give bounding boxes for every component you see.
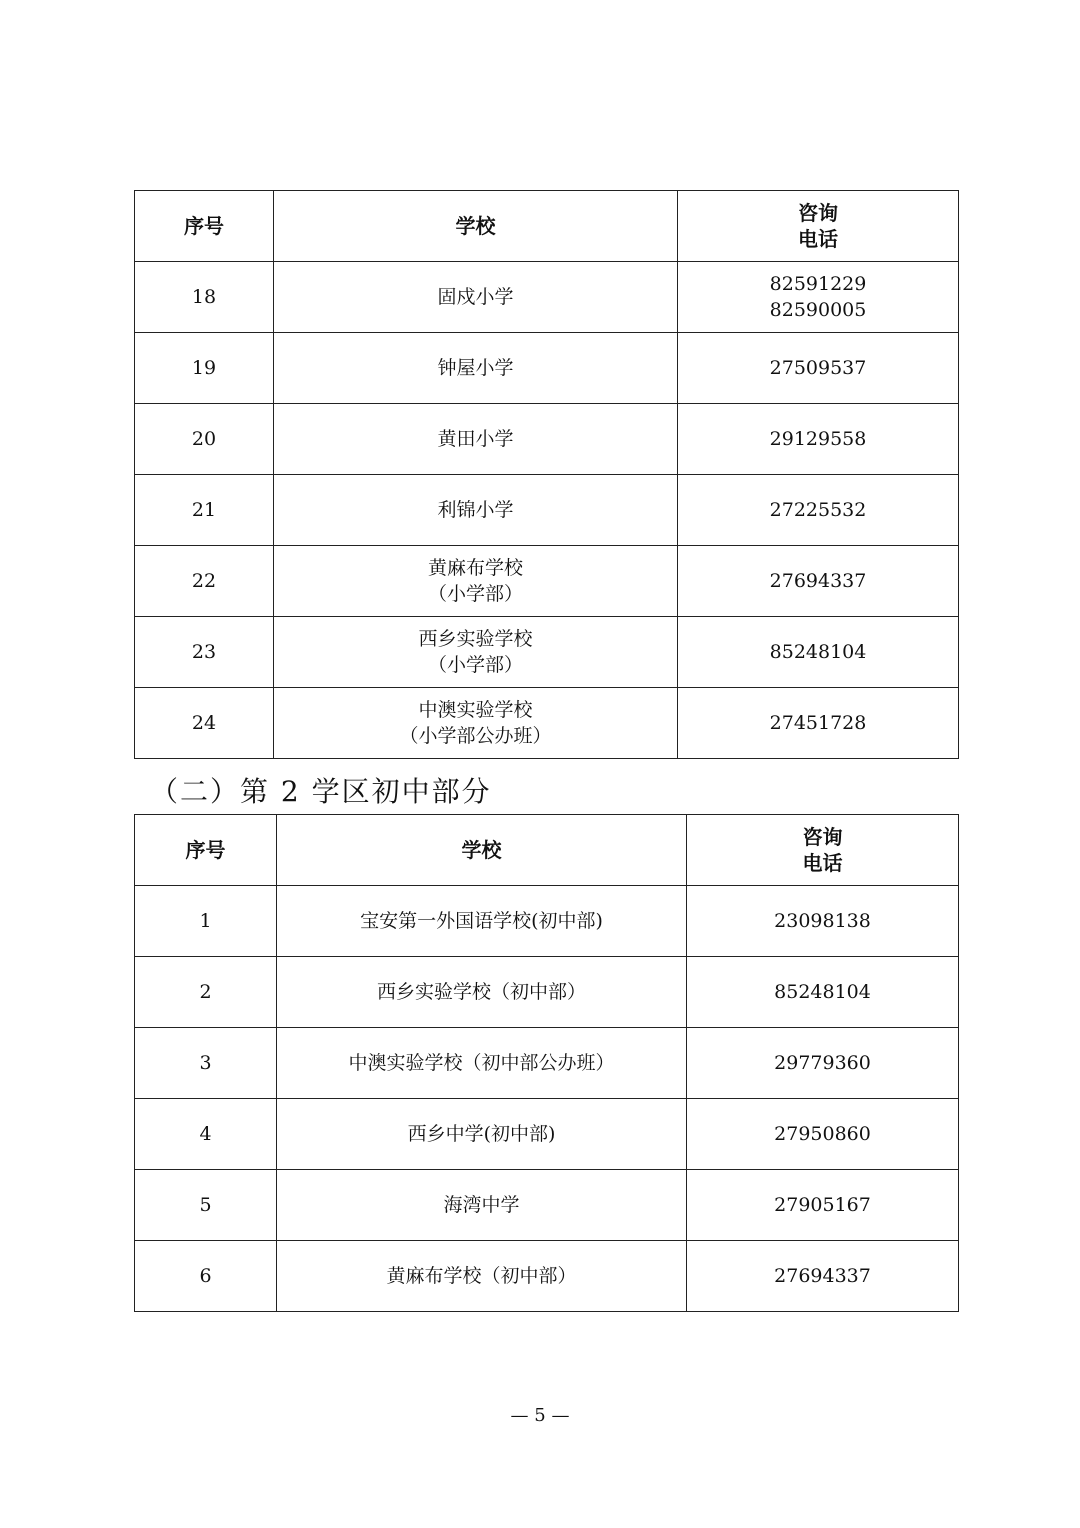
cell-school <box>274 617 678 688</box>
school-name: 黄田小学 <box>437 428 514 450</box>
cell-seq: 21 <box>135 475 274 546</box>
cell-phone: 29779360 <box>687 1028 959 1099</box>
school-name: 固戍小学 <box>437 286 514 308</box>
table-row <box>135 957 959 1028</box>
cell-school <box>274 262 678 333</box>
table-header-row <box>135 191 959 262</box>
table-row <box>135 1099 959 1170</box>
cell-seq: 23 <box>135 617 274 688</box>
header-phone <box>687 815 959 886</box>
table-row <box>135 1241 959 1312</box>
middle-school-table <box>134 814 959 1312</box>
phone-number: 29129558 <box>769 428 867 450</box>
school-name: 利锦小学 <box>437 499 514 521</box>
table-row <box>135 475 959 546</box>
school-name: 中澳实验学校 <box>418 699 533 721</box>
cell-school <box>274 475 678 546</box>
cell-school <box>274 688 678 759</box>
phone-number: 82591229 <box>769 273 867 295</box>
primary-school-table <box>134 190 959 759</box>
school-division: （小学部公办班） <box>399 725 552 747</box>
cell-phone <box>678 688 959 759</box>
cell-seq: 6 <box>135 1241 277 1312</box>
table-row <box>135 333 959 404</box>
cell-seq: 5 <box>135 1170 277 1241</box>
table-row <box>135 404 959 475</box>
cell-school <box>274 546 678 617</box>
cell-phone: 23098138 <box>687 886 959 957</box>
cell-phone <box>678 617 959 688</box>
cell-phone <box>678 546 959 617</box>
cell-seq: 20 <box>135 404 274 475</box>
header-phone-line1: 咨询 <box>798 201 838 225</box>
school-name: 黄麻布学校 <box>427 557 523 579</box>
phone-number: 27451728 <box>769 712 867 734</box>
cell-phone <box>678 262 959 333</box>
table-row <box>135 617 959 688</box>
cell-school: 黄麻布学校（初中部） <box>277 1241 687 1312</box>
header-phone-line2: 电话 <box>798 227 838 251</box>
phone-number-2: 82590005 <box>769 299 867 321</box>
phone-number: 27694337 <box>769 570 867 592</box>
phone-number: 27225532 <box>769 499 867 521</box>
table-row <box>135 1170 959 1241</box>
cell-school: 海湾中学 <box>277 1170 687 1241</box>
cell-school: 中澳实验学校（初中部公办班） <box>277 1028 687 1099</box>
school-division: （小学部） <box>427 583 523 605</box>
header-phone-line1: 咨询 <box>802 825 843 849</box>
header-phone-line2: 电话 <box>802 851 843 875</box>
cell-school: 西乡中学(初中部) <box>277 1099 687 1170</box>
cell-seq: 1 <box>135 886 277 957</box>
page-number: — 5 — <box>510 1405 570 1426</box>
phone-number: 27509537 <box>769 357 867 379</box>
school-division: （小学部） <box>427 654 523 676</box>
header-school: 学校 <box>274 191 678 262</box>
table-row <box>135 886 959 957</box>
table-row <box>135 688 959 759</box>
section-title: （二）第 2 学区初中部分 <box>150 775 492 808</box>
cell-school: 西乡实验学校（初中部） <box>277 957 687 1028</box>
table-row <box>135 1028 959 1099</box>
cell-phone: 85248104 <box>687 957 959 1028</box>
table-row <box>135 546 959 617</box>
header-phone <box>678 191 959 262</box>
cell-seq: 19 <box>135 333 274 404</box>
cell-school: 宝安第一外国语学校(初中部) <box>277 886 687 957</box>
cell-seq: 2 <box>135 957 277 1028</box>
cell-seq: 4 <box>135 1099 277 1170</box>
header-seq: 序号 <box>135 191 274 262</box>
cell-phone: 27950860 <box>687 1099 959 1170</box>
school-name: 钟屋小学 <box>437 357 514 379</box>
cell-phone: 27694337 <box>687 1241 959 1312</box>
cell-phone <box>678 333 959 404</box>
cell-phone: 27905167 <box>687 1170 959 1241</box>
phone-number: 85248104 <box>769 641 867 663</box>
cell-phone <box>678 475 959 546</box>
table-header-row <box>135 815 959 886</box>
cell-seq: 3 <box>135 1028 277 1099</box>
cell-phone <box>678 404 959 475</box>
cell-seq: 18 <box>135 262 274 333</box>
header-school: 学校 <box>277 815 687 886</box>
school-name: 西乡实验学校 <box>418 628 533 650</box>
cell-seq: 22 <box>135 546 274 617</box>
cell-school <box>274 333 678 404</box>
cell-school <box>274 404 678 475</box>
cell-seq: 24 <box>135 688 274 759</box>
header-seq: 序号 <box>135 815 277 886</box>
table-row <box>135 262 959 333</box>
